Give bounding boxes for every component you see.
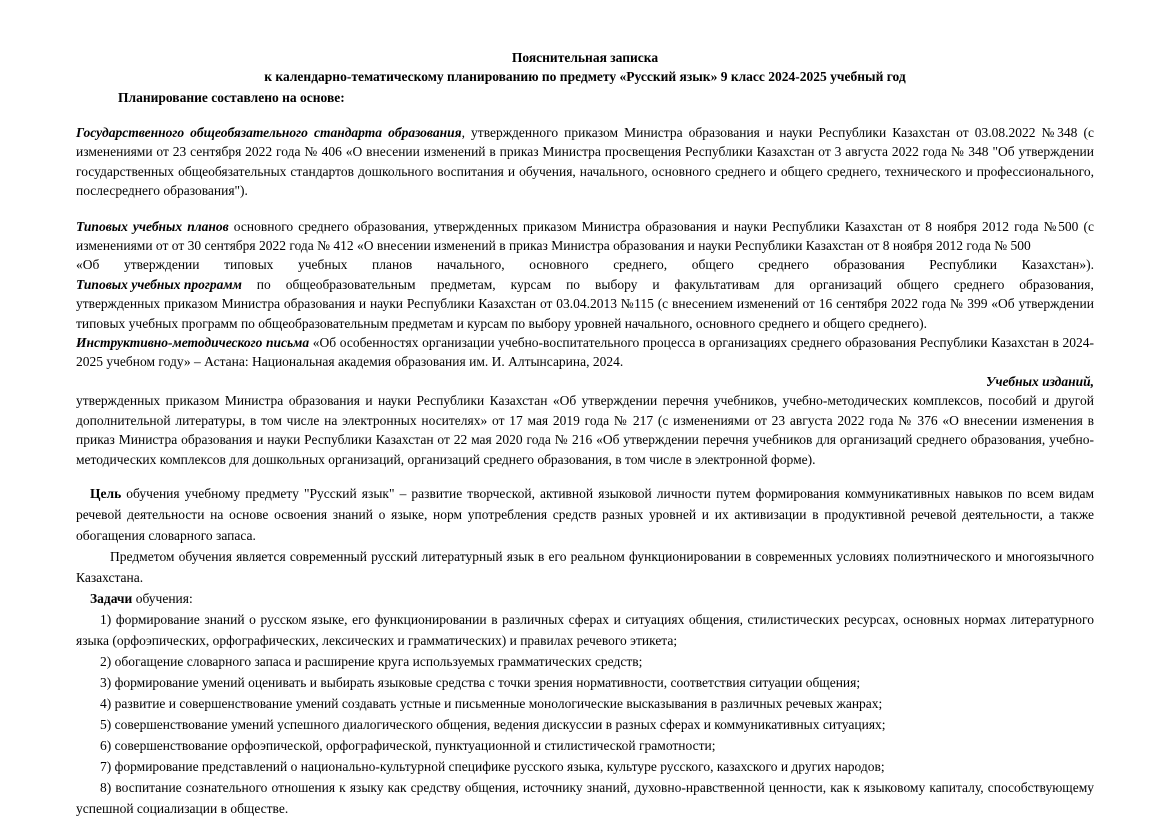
tasks-lead: Задачи <box>90 590 133 606</box>
source-standard-paragraph <box>76 123 1094 201</box>
stretched-word: «Об <box>76 257 100 273</box>
stretched-word: факультативам <box>674 276 760 292</box>
stretched-word: основного <box>529 257 589 273</box>
task-item: 1) формирование знаний о русском языке, его функционировании в различных сферах и ситуациях общения, стилистических ресурсах, основных нормах литературного языка (орфоэпических, орфографических, лексических и грамматических) и правилах речевого этикета; <box>76 611 1094 648</box>
source-standard-lead: Государственного общеобязательного стандарта образования <box>76 125 462 140</box>
tasks-label <box>76 588 1094 609</box>
stretched-word: для <box>774 276 795 292</box>
stretched-word: общего <box>896 276 939 292</box>
source-plans-stretched-line <box>76 255 1094 274</box>
page-title: Пояснительная записка <box>511 50 659 65</box>
source-plans-body: основного среднего образования, утвержденных приказом Министра образования и науки Республики Казахстан от 8 ноября 2012 года №500 (с изменениями от от 30 сентября 2022 года № 412 «О внесении изменений в приказ Министра образования и науки Республики Казахстан от 8 ноября 2012 года № 500 <box>76 218 1094 254</box>
stretched-word: утверждении <box>123 257 200 273</box>
source-programs-body: утвержденных приказом Министра образования и науки Республики Казахстан от 03.04.2013 №115 (с внесением изменений от 16 сентября 2022 года № 399 «Об утверждении типовых учебных программ по общеобразовательным предметам и курсам по выбору уровней начального, основного среднего и общего среднего). <box>76 296 1094 331</box>
source-plans-lead: Типовых учебных планов <box>76 218 229 234</box>
subject-paragraph: Предметом обучения является современный русский литературный язык в его реальном функционировании в современных условиях полиэтнического и многоязычного Казахстана. <box>76 548 1094 585</box>
task-item: 8) воспитание сознательного отношения к языку как средству общения, источнику знаний, духовно-нравственной ценности, как к языковому капиталу, способствующему успешной социализации в обществе. <box>76 779 1094 816</box>
source-plans-paragraph <box>76 217 1094 256</box>
stretched-word: общеобразовательным <box>285 276 416 292</box>
source-letter-body: «Об особенностях организации учебно-воспитательного процесса в организациях среднего образования Республики Казахстан в 2024-2025 учебном году» – Астана: Национальная академия образования им. И. Алтынсарина, 2024. <box>76 335 1094 370</box>
source-letter-lead: Инструктивно-методического письма <box>76 335 310 351</box>
task-item: 3) формирование умений оценивать и выбирать языковые средства с точки зрения нормативности, соответствия ситуации общения; <box>100 674 861 690</box>
stretched-word: организаций <box>809 276 882 292</box>
stretched-word: среднего <box>953 276 1005 292</box>
stretched-word: планов <box>372 257 413 273</box>
source-letter-paragraph <box>76 333 1094 372</box>
stretched-word: образования, <box>1019 276 1094 292</box>
stretched-word: учебных <box>297 257 348 273</box>
source-standard-body: , утвержденного приказом Министра образования и науки Республики Казахстан от 03.08.2022 №348 (с изменениями от 23 сентября 2022 года № 406 «О внесении изменений в приказ Министра просвещения Республики Казахстан от 3 августа 2022 года № 348 "Об утверждении государственных общеобязательных стандартов дошкольного воспитания и обучения, начального, основного среднего и общего среднего, технического и профессионального, послесреднего образования"). <box>76 125 1094 199</box>
goal-lead: Цель <box>90 485 122 501</box>
tasks-label-tail: обучения: <box>132 590 193 606</box>
page-subtitle: к календарно-тематическому планированию по предмету «Русский язык» 9 класс 2024-2025 учебный год <box>264 69 906 84</box>
source-programs-lead: Типовых учебных программ <box>76 276 242 292</box>
stretched-word: по <box>566 276 581 292</box>
stretched-word: общего <box>691 257 734 273</box>
basis-label: Планирование составлено на основе: <box>118 90 345 105</box>
source-textbooks-right-note: Учебных изданий, <box>986 373 1094 389</box>
stretched-word: образования <box>833 257 905 273</box>
task-item: 2) обогащение словарного запаса и расширение круга используемых грамматических средств; <box>100 653 643 669</box>
stretched-word: Казахстан»). <box>1021 257 1094 273</box>
source-textbooks-body: утвержденных приказом Министра образования и науки Республики Казахстан «Об утверждении перечня учебников, учебно-методических комплексов, пособий и другой дополнительной литературы, в том числе на электронных носителях» от 17 мая 2019 года № 217 (с изменениями от 23 августа 2022 года № 376 «О внесении изменения в приказ Министра образования и науки Республики Казахстан от 22 мая 2020 года № 216 «Об утверждении перечня учебников для организаций среднего образования, учебно-методических комплексов для дошкольных организаций, организаций среднего образования, в том числе в электронной форме). <box>76 393 1094 467</box>
goal-body: обучения учебному предмету "Русский язык" – развитие творческой, активной языковой личности путем формирования коммуникативных навыков по всем видам речевой деятельности на основе освоения знаний о языке, норм употребления средств разных уровней и их активизации в продуктивной речевой деятельности, а также обогащения словарного запаса. <box>76 485 1094 543</box>
stretched-word: по <box>256 276 271 292</box>
stretched-word: начального, <box>436 257 505 273</box>
stretched-word: Республики <box>929 257 997 273</box>
source-programs-first-line <box>76 275 1094 294</box>
stretched-word: среднего <box>758 257 809 273</box>
task-item: 5) совершенствование умений успешного диалогического общения, ведения дискуссии в разных сферах и коммуникативных ситуациях; <box>100 716 886 732</box>
stretched-word: предметам, <box>430 276 496 292</box>
stretched-word: типовых <box>224 257 274 273</box>
task-item: 4) развитие и совершенствование умений создавать устные и письменные монологические высказывания в различных речевых жанрах; <box>100 695 883 711</box>
task-item: 7) формирование представлений о национально-культурной специфике русского языка, культуре русского, казахского и других народов; <box>100 758 885 774</box>
goal-paragraph <box>76 483 1094 546</box>
stretched-word: курсам <box>510 276 552 292</box>
stretched-word: выбору <box>595 276 638 292</box>
stretched-word: и <box>652 276 660 292</box>
task-item: 6) совершенствование орфоэпической, орфографической, пунктуационной и стилистической грамотности; <box>100 737 716 753</box>
stretched-word: среднего, <box>613 257 668 273</box>
